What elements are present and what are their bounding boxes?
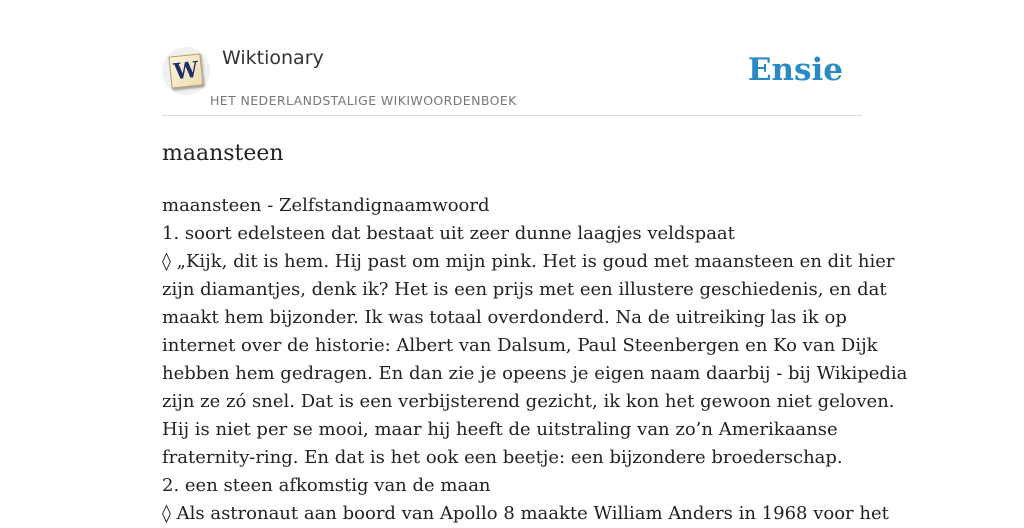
entry-title: maansteen: [162, 141, 284, 166]
example-1-line: internet over de historie: Albert van Dalsum, Paul Steenbergen en Ko van Dijk: [162, 335, 878, 356]
example-1-line: Hij is niet per se mooi, maar hij heeft de uitstraling van zo’n Amerikaanse: [162, 419, 838, 440]
site-header: [162, 0, 862, 116]
ensie-brand-link[interactable]: Ensie: [747, 52, 843, 88]
entry-content: [162, 192, 908, 528]
site-title[interactable]: Wiktionary: [222, 47, 324, 69]
example-1-line: maakt hem bijzonder. Ik was totaal overdonderd. Na de uitreiking las ik op: [162, 307, 847, 328]
wiktionary-logo-icon: [168, 53, 203, 88]
definition-2: 2. een steen afkomstig van de maan: [162, 475, 491, 496]
example-1-line: fraternity-ring. En dat is het ook een beetje: een bijzondere broederschap.: [162, 447, 843, 468]
wiktionary-logo[interactable]: [162, 47, 210, 95]
example-1-line: ◊ „Kijk, dit is hem. Hij past om mijn pink. Het is goud met maansteen en dit hier: [162, 251, 895, 272]
example-1-line: zijn diamantjes, denk ik? Het is een prijs met een illustere geschiedenis, en dat: [162, 279, 887, 300]
site-subtitle: HET NEDERLANDSTALIGE WIKIWOORDENBOEK: [210, 93, 517, 108]
example-2-line: ◊ Als astronaut aan boord van Apollo 8 maakte William Anders in 1968 voor het: [162, 503, 889, 524]
page: [162, 0, 908, 524]
example-1-line: zijn ze zó snel. Dat is een verbijsterend gezicht, ik kon het gewoon niet geloven.: [162, 391, 895, 412]
example-1-line: hebben hem gedragen. En dan zie je opeens je eigen naam daarbij - bij Wikipedia: [162, 363, 908, 384]
definition-1: 1. soort edelsteen dat bestaat uit zeer dunne laagjes veldspaat: [162, 223, 735, 244]
logo-letter: W: [172, 56, 200, 86]
entry-heading-line: maansteen - Zelfstandignaamwoord: [162, 195, 490, 216]
